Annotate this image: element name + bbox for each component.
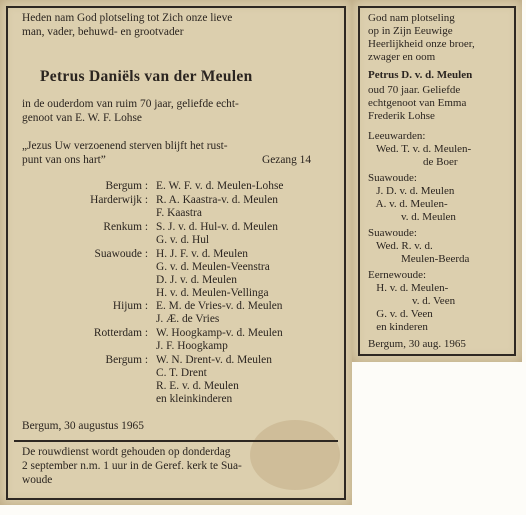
deceased-name: Petrus D. v. d. Meulen <box>368 69 473 81</box>
relative-line: Meulen-Beerda <box>368 253 470 265</box>
mourner-location: Suawoude : <box>94 248 148 260</box>
relative-line: Suawoude: <box>368 172 417 184</box>
mourner-name: S. J. v. d. Hul-v. d. Meulen <box>156 221 278 233</box>
intro-line: man, vader, behuwd- en grootvader <box>22 26 184 38</box>
quote-line: „Jezus Uw verzoenend sterven blijft het rust- <box>22 140 228 152</box>
mourner-name: J. Æ. de Vries <box>156 313 220 325</box>
age-line: in de ouderdom van ruim 70 jaar, geliefde echt- <box>22 98 239 110</box>
mourner-location: Renkum : <box>103 221 148 233</box>
age-line: echtgenoot van Emma <box>368 97 467 109</box>
mourner-location: Bergum : <box>105 180 148 192</box>
mourner-location: Harderwijk : <box>90 194 148 206</box>
mourner-name: F. Kaastra <box>156 207 202 219</box>
relative-line: Suawoude: <box>368 227 417 239</box>
relative-line: v. d. Veen <box>368 295 456 307</box>
relative-line: J. D. v. d. Meulen <box>368 185 455 197</box>
mourner-location: Hijum : <box>112 300 148 312</box>
mourner-name: D. J. v. d. Meulen <box>156 274 237 286</box>
relative-line: v. d. Meulen <box>368 211 456 223</box>
relative-line: de Boer <box>368 156 458 168</box>
mourner-name: R. E. v. d. Meulen <box>156 380 239 392</box>
mourner-name: W. Hoogkamp-v. d. Meulen <box>156 327 283 339</box>
mourner-name: E. W. F. v. d. Meulen-Lohse <box>156 180 284 192</box>
relative-line: Eernewoude: <box>368 269 427 281</box>
age-line: oud 70 jaar. Geliefde <box>368 84 461 96</box>
notice-date: Bergum, 30 aug. 1965 <box>368 338 466 350</box>
mourner-name: H. v. d. Meulen-Vellinga <box>156 287 269 299</box>
mourner-name: J. F. Hoogkamp <box>156 340 228 352</box>
mourner-location: Rotterdam : <box>93 327 148 339</box>
intro-line: God nam plotseling <box>368 12 455 24</box>
mourner-name: R. A. Kaastra-v. d. Meulen <box>156 194 278 206</box>
relative-line: A. v. d. Meulen- <box>368 198 448 210</box>
age-line: Frederik Lohse <box>368 110 435 122</box>
mourner-name: G. v. d. Hul <box>156 234 210 246</box>
relative-line: Leeuwarden: <box>368 130 426 142</box>
age-line: genoot van E. W. F. Lohse <box>22 112 142 124</box>
death-notice-right <box>352 0 522 362</box>
mourner-name: G. v. d. Meulen-Veenstra <box>156 261 270 273</box>
mourner-name: W. N. Drent-v. d. Meulen <box>156 354 272 366</box>
intro-line: zwager en oom <box>368 51 436 63</box>
intro-line: Heden nam God plotseling tot Zich onze lieve <box>22 12 233 24</box>
intro-line: op in Zijn Eeuwige <box>368 25 453 37</box>
service-line: woude <box>22 474 53 486</box>
service-line: De rouwdienst wordt gehouden op donderdag <box>22 446 231 458</box>
relative-line: Wed. T. v. d. Meulen- <box>368 143 472 155</box>
notice-date: Bergum, 30 augustus 1965 <box>22 420 144 432</box>
divider <box>14 440 338 442</box>
mourner-name: C. T. Drent <box>156 367 207 379</box>
paper-stain <box>250 420 340 490</box>
deceased-name: Petrus Daniëls van der Meulen <box>40 68 253 85</box>
hymn-reference: Gezang 14 <box>262 154 312 166</box>
relative-line: H. v. d. Meulen- <box>368 282 449 294</box>
relative-line: Wed. R. v. d. <box>368 240 433 252</box>
intro-line: Heerlijkheid onze broer, <box>368 38 475 50</box>
mourner-name: H. J. F. v. d. Meulen <box>156 248 249 260</box>
relative-line: en kinderen <box>368 321 428 333</box>
quote-line: punt van ons hart” <box>22 154 106 166</box>
mourner-location: Bergum : <box>105 354 148 366</box>
mourner-name: E. M. de Vries-v. d. Meulen <box>156 300 283 312</box>
mourner-name: en kleinkinderen <box>156 393 233 405</box>
relative-line: G. v. d. Veen <box>368 308 433 320</box>
service-line: 2 september n.m. 1 uur in de Geref. kerk te Sua- <box>22 460 242 472</box>
